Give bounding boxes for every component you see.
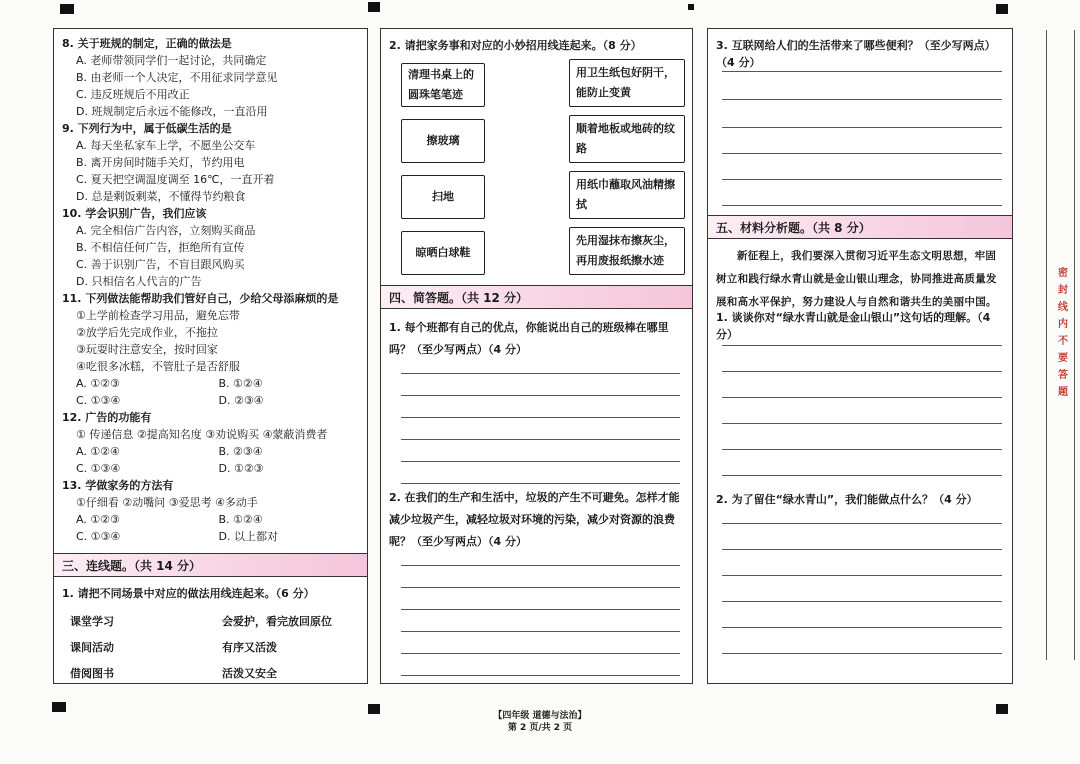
- question-stem: 2. 在我们的生产和生活中，垃圾的产生不可避免。怎样才能减少垃圾产生，减轻垃圾对环境的污染，减少对资源的浪费呢？（至少写两点）（4 分）: [389, 491, 680, 548]
- question-stem: 9. 下列行为中，属于低碳生活的是: [62, 122, 232, 135]
- option: B. 由老师一个人决定，不用征求同学意见: [76, 71, 278, 84]
- answer-line[interactable]: [401, 483, 680, 484]
- answer-line[interactable]: [401, 439, 680, 440]
- answer-line[interactable]: [722, 345, 1002, 346]
- short-answer-1: [389, 317, 686, 361]
- answer-line[interactable]: [401, 609, 680, 610]
- option: C. 夏天把空调温度调至 16℃，一直开着: [76, 173, 275, 186]
- short-answer-2: [389, 487, 686, 553]
- material-text: 新征程上，我们要深入贯彻习近平生态文明思想，牢固树立和践行绿水青山就是金山银山理念，协同推进高质量发展和高水平保护，努力建设人与自然和谐共生的美丽中国。: [716, 250, 997, 308]
- answer-line[interactable]: [722, 627, 1002, 628]
- answer-line[interactable]: [401, 675, 680, 676]
- choice-grid: [62, 443, 361, 477]
- statement: ③玩耍时注意安全，按时回家: [76, 343, 218, 356]
- answer-line[interactable]: [401, 653, 680, 654]
- answer-line[interactable]: [722, 397, 1002, 398]
- match-right-box[interactable]: 用纸巾蘸取风油精擦拭: [569, 171, 685, 219]
- choice: C. ①③④: [76, 394, 121, 407]
- column-2: [380, 28, 693, 684]
- column-3: [707, 28, 1013, 684]
- registration-mark: [368, 2, 380, 12]
- question-stem: 2. 为了留住“绿水青山”，我们能做点什么？（4 分）: [716, 493, 978, 506]
- choice: B. ①②④: [218, 513, 263, 526]
- material-passage: [716, 245, 1006, 314]
- statement: ①仔细看 ②动嘴问 ③爱思考 ④多动手: [76, 496, 258, 509]
- registration-mark: [688, 4, 694, 10]
- section-header: 三、连线题。（共 14 分）: [54, 553, 367, 577]
- choice: A. ①②③: [76, 513, 120, 526]
- match-left-box[interactable]: 擦玻璃: [401, 119, 485, 163]
- registration-mark: [996, 4, 1008, 14]
- choice: B. ②③④: [218, 445, 263, 458]
- answer-line[interactable]: [722, 449, 1002, 450]
- choice: D. ①②③: [218, 462, 264, 475]
- matching-question-2: [389, 37, 686, 54]
- question-stem: 10. 学会识别广告，我们应该: [62, 207, 207, 220]
- answer-line[interactable]: [722, 575, 1002, 576]
- choice-grid: [62, 375, 361, 409]
- answer-line[interactable]: [722, 653, 1002, 654]
- option: D. 班规制定后永远不能修改，一直沿用: [76, 105, 268, 118]
- question-stem: 2. 请把家务事和对应的小妙招用线连起来。（8 分）: [389, 39, 642, 52]
- match-right-box[interactable]: 顺着地板或地砖的纹路: [569, 115, 685, 163]
- answer-line[interactable]: [722, 549, 1002, 550]
- option: A. 每天坐私家车上学，不愿坐公交车: [76, 139, 256, 152]
- option: A. 老师带领同学们一起讨论，共同确定: [76, 54, 267, 67]
- question-stem: 12. 广告的功能有: [62, 411, 152, 424]
- choice: D. 以上都对: [218, 530, 278, 543]
- answer-line[interactable]: [722, 601, 1002, 602]
- choice-grid: [62, 511, 361, 545]
- footer-subject: 【四年级 道德与法治】: [493, 711, 587, 721]
- answer-line[interactable]: [722, 205, 1002, 206]
- question-stem: 1. 请把不同场景中对应的做法用线连起来。（6 分）: [62, 587, 315, 600]
- choice: C. ①③④: [76, 530, 121, 543]
- option: B. 离开房间时随手关灯，节约用电: [76, 156, 245, 169]
- short-answer-3: [716, 37, 1006, 71]
- section-header: 五、材料分析题。（共 8 分）: [708, 215, 1012, 239]
- analysis-question-2: [716, 491, 1006, 508]
- answer-line[interactable]: [401, 373, 680, 374]
- question-stem: 8. 关于班规的制定，正确的做法是: [62, 37, 232, 50]
- answer-line[interactable]: [722, 179, 1002, 180]
- footer-page-number: 第 2 页/共 2 页: [507, 723, 573, 733]
- option: A. 完全相信广告内容，立刻购买商品: [76, 224, 256, 237]
- match-right-item[interactable]: 有序又活泼: [222, 641, 277, 654]
- analysis-question-1: [716, 309, 1006, 343]
- option: D. 只相信名人代言的广告: [76, 275, 202, 288]
- column-1: [53, 28, 368, 684]
- option: C. 善于识别广告，不盲目跟风购买: [76, 258, 245, 271]
- binding-line: [1046, 30, 1047, 660]
- question-stem: 1. 每个班都有自己的优点，你能说出自己的班级棒在哪里吗？（至少写两点）（4 分）: [389, 321, 669, 356]
- choice: D. ②③④: [218, 394, 264, 407]
- match-left-item[interactable]: 借阅图书: [70, 667, 114, 680]
- registration-mark: [60, 4, 74, 14]
- answer-line[interactable]: [401, 587, 680, 588]
- answer-line[interactable]: [722, 423, 1002, 424]
- answer-line[interactable]: [401, 395, 680, 396]
- answer-line[interactable]: [722, 71, 1002, 72]
- choice: B. ①②④: [218, 377, 263, 390]
- answer-line[interactable]: [722, 99, 1002, 100]
- match-left-item[interactable]: 课间活动: [70, 641, 114, 654]
- statement: ① 传递信息 ②提高知名度 ③劝说购买 ④蒙蔽消费者: [76, 428, 328, 441]
- option: C. 违反班规后不用改正: [76, 88, 190, 101]
- question-stem: 13. 学做家务的方法有: [62, 479, 174, 492]
- match-left-item[interactable]: 课堂学习: [70, 615, 114, 628]
- answer-line[interactable]: [401, 565, 680, 566]
- match-right-box[interactable]: 用卫生纸包好阴干，能防止变黄: [569, 59, 685, 107]
- option: B. 不相信任何广告，拒绝所有宣传: [76, 241, 245, 254]
- choice: A. ①②③: [76, 377, 120, 390]
- statement: ①上学前检查学习用品，避免忘带: [76, 309, 240, 322]
- section-header: 四、简答题。（共 12 分）: [381, 285, 692, 309]
- question-stem: 3. 互联网给人们的生活带来了哪些便利？（至少写两点）（4 分）: [716, 39, 996, 69]
- answer-line[interactable]: [722, 371, 1002, 372]
- match-right-box[interactable]: 先用湿抹布擦灰尘，再用废报纸擦水迹: [569, 227, 685, 275]
- question-8: [62, 35, 361, 545]
- match-right-item[interactable]: 活泼又安全: [222, 667, 277, 680]
- choice: A. ①②④: [76, 445, 120, 458]
- match-left-box[interactable]: 晾晒白球鞋: [401, 231, 485, 275]
- match-left-box[interactable]: 清理书桌上的圆珠笔笔迹: [401, 63, 485, 107]
- choice: C. ①③④: [76, 462, 121, 475]
- answer-line[interactable]: [722, 127, 1002, 128]
- answer-line[interactable]: [401, 631, 680, 632]
- answer-line[interactable]: [722, 523, 1002, 524]
- matching-question-1: [62, 585, 361, 602]
- answer-line[interactable]: [722, 475, 1002, 476]
- question-stem: 11. 下列做法能帮助我们管好自己，少给父母添麻烦的是: [62, 292, 339, 305]
- statement: ②放学后先完成作业，不拖拉: [76, 326, 218, 339]
- answer-line[interactable]: [722, 153, 1002, 154]
- question-stem: 1. 谈谈你对“绿水青山就是金山银山”这句话的理解。（4 分）: [716, 311, 991, 341]
- statement: ④吃很多冰糕，不管肚子是否舒服: [76, 360, 240, 373]
- answer-line[interactable]: [401, 461, 680, 462]
- match-left-box[interactable]: 扫地: [401, 175, 485, 219]
- option: D. 总是剩饭剩菜，不懂得节约粮食: [76, 190, 246, 203]
- seal-warning: 密封线内不要答题: [1058, 268, 1068, 398]
- answer-line[interactable]: [401, 417, 680, 418]
- match-right-item[interactable]: 会爱护，看完放回原位: [222, 615, 332, 628]
- binding-line: [1074, 30, 1075, 660]
